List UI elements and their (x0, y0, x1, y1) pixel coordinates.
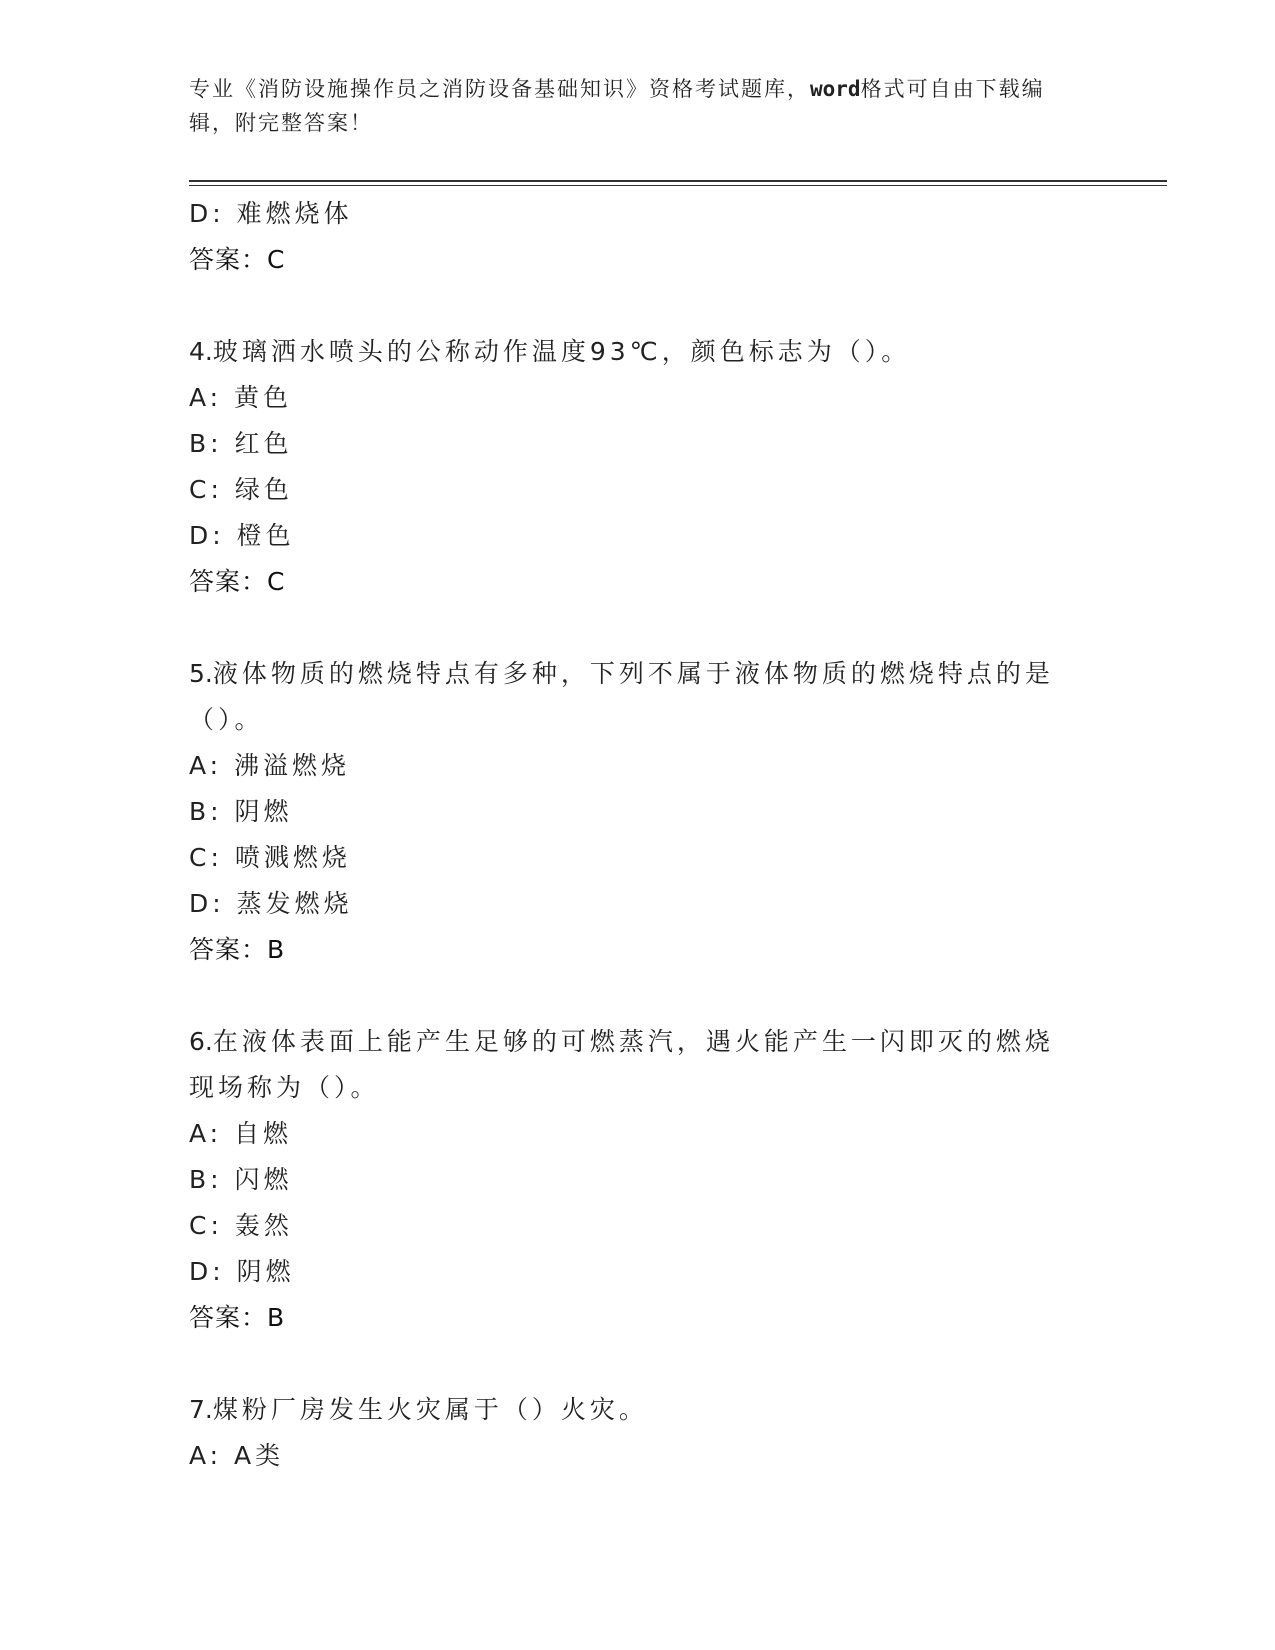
option-d: D: 蒸发燃烧 (189, 889, 353, 918)
answer: 答案：C (189, 567, 286, 596)
question-stem: 玻璃洒水喷头的公称动作温度93℃，颜色标志为（）。 (212, 337, 911, 366)
question-list (189, 191, 1069, 1479)
question-text (189, 329, 1069, 375)
option-c: C: 喷溅燃烧 (189, 843, 351, 872)
option-a: A: 自燃 (189, 1119, 293, 1148)
question-stem: 煤粉厂房发生火灾属于（）火灾。 (212, 1395, 648, 1424)
question-stem: 在液体表面上能产生足够的可燃蒸汽，遇火能产生一闪即灭的燃烧现场称为（）。 (189, 1027, 1054, 1102)
option-b: B: 红色 (189, 429, 293, 458)
answer: 答案：B (189, 935, 286, 964)
option-a: A: 沸溢燃烧 (189, 751, 351, 780)
question-number: 6. (189, 1027, 213, 1056)
option-a: A: A类 (189, 1441, 285, 1470)
question-text (189, 1019, 1069, 1111)
question-7 (189, 1387, 1069, 1479)
header-text-2: 格式可自由下载编辑，附完整答案！ (189, 77, 1045, 135)
header-text-1: 专业《消防设施操作员之消防设备基础知识》资格考试题库， (189, 77, 810, 101)
question-5 (189, 651, 1069, 973)
question-number: 7. (189, 1395, 213, 1424)
question-stem: 液体物质的燃烧特点有多种，下列不属于液体物质的燃烧特点的是（）。 (189, 659, 1054, 734)
header-word: word (810, 77, 861, 101)
option-d: D: 阴燃 (189, 1257, 295, 1286)
spacer (189, 605, 1069, 651)
question-6 (189, 1019, 1069, 1341)
answer: 答案：B (189, 1303, 286, 1332)
question-text (189, 1387, 1069, 1433)
option-a: A: 黄色 (189, 383, 293, 412)
question-number: 4. (189, 337, 213, 366)
option-d: D: 橙色 (189, 521, 295, 550)
carryover-option-d: D: 难燃烧体 (189, 199, 353, 228)
option-c: C: 轰然 (189, 1211, 293, 1240)
document-header (189, 72, 1089, 140)
carryover-answer: 答案：C (189, 245, 286, 274)
option-b: B: 阴燃 (189, 797, 293, 826)
header-divider (189, 180, 1167, 182)
header-divider-thin (189, 185, 1167, 186)
question-text (189, 651, 1069, 743)
spacer (189, 973, 1069, 1019)
spacer (189, 283, 1069, 329)
spacer (189, 1341, 1069, 1387)
option-c: C: 绿色 (189, 475, 293, 504)
question-4 (189, 329, 1069, 605)
question-number: 5. (189, 659, 213, 688)
option-b: B: 闪燃 (189, 1165, 293, 1194)
